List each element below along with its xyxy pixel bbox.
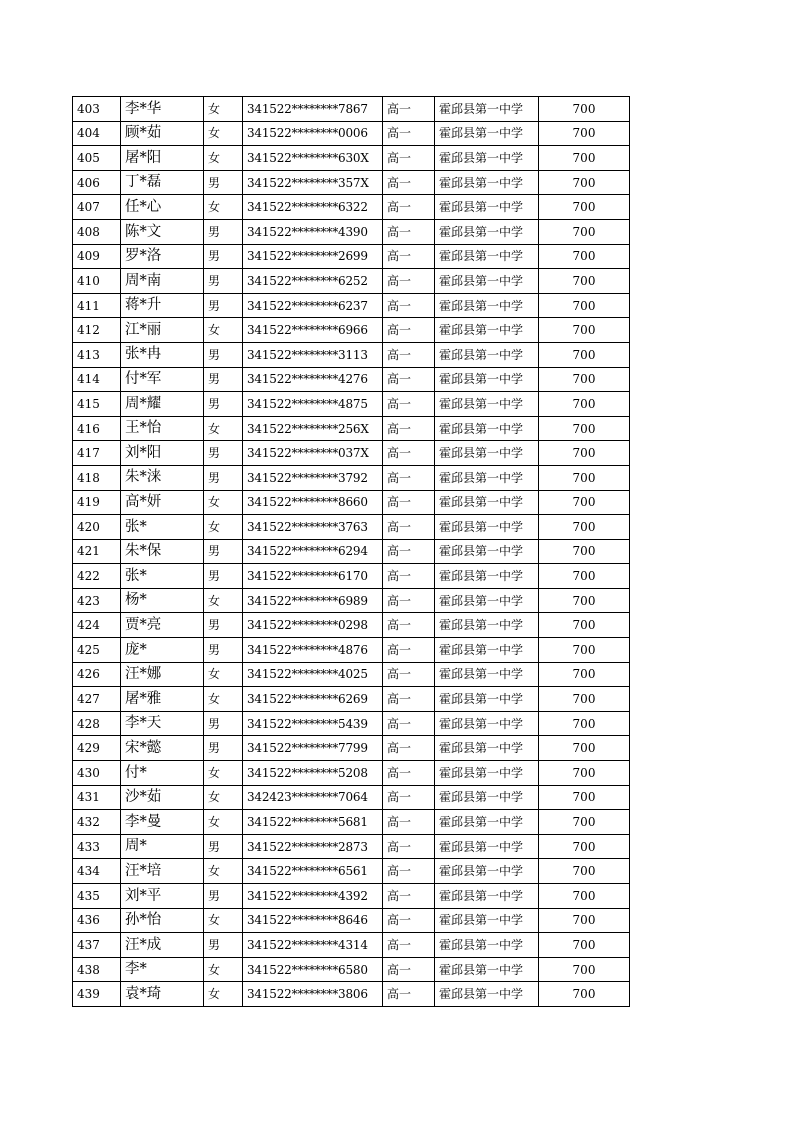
grade-cell: 高一 — [383, 908, 435, 933]
student-name-cell: 陈*文 — [121, 219, 204, 244]
student-name-cell: 张*冉 — [121, 342, 204, 367]
table-row — [73, 638, 630, 663]
table-row — [73, 761, 630, 786]
id-number-cell: 341522********256X — [243, 416, 383, 441]
row-number-cell: 407 — [73, 195, 121, 220]
table-row — [73, 441, 630, 466]
grade-cell: 高一 — [383, 859, 435, 884]
id-number-cell: 341522********4875 — [243, 392, 383, 417]
grade-cell: 高一 — [383, 490, 435, 515]
student-name-cell: 任*心 — [121, 195, 204, 220]
id-number-cell: 341522********0006 — [243, 121, 383, 146]
score-cell: 700 — [539, 638, 630, 663]
id-number-cell: 341522********6237 — [243, 293, 383, 318]
row-number-cell: 410 — [73, 269, 121, 294]
gender-cell: 男 — [204, 219, 243, 244]
gender-cell: 女 — [204, 195, 243, 220]
table-row — [73, 146, 630, 171]
row-number-cell: 404 — [73, 121, 121, 146]
gender-cell: 女 — [204, 121, 243, 146]
score-cell: 700 — [539, 367, 630, 392]
gender-cell: 男 — [204, 613, 243, 638]
school-name-cell: 霍邱县第一中学 — [435, 121, 539, 146]
score-cell: 700 — [539, 392, 630, 417]
school-name-cell: 霍邱县第一中学 — [435, 588, 539, 613]
id-number-cell: 341522********5681 — [243, 810, 383, 835]
grade-cell: 高一 — [383, 539, 435, 564]
grade-cell: 高一 — [383, 318, 435, 343]
id-number-cell: 341522********3792 — [243, 465, 383, 490]
grade-cell: 高一 — [383, 441, 435, 466]
score-cell: 700 — [539, 859, 630, 884]
grade-cell: 高一 — [383, 687, 435, 712]
grade-cell: 高一 — [383, 662, 435, 687]
school-name-cell: 霍邱县第一中学 — [435, 736, 539, 761]
id-number-cell: 341522********6561 — [243, 859, 383, 884]
grade-cell: 高一 — [383, 884, 435, 909]
gender-cell: 女 — [204, 416, 243, 441]
school-name-cell: 霍邱县第一中学 — [435, 564, 539, 589]
gender-cell: 男 — [204, 170, 243, 195]
id-number-cell: 341522********037X — [243, 441, 383, 466]
student-name-cell: 庞* — [121, 638, 204, 663]
school-name-cell: 霍邱县第一中学 — [435, 859, 539, 884]
student-name-cell: 汪*成 — [121, 933, 204, 958]
id-number-cell: 341522********4276 — [243, 367, 383, 392]
student-name-cell: 罗*洛 — [121, 244, 204, 269]
gender-cell: 男 — [204, 465, 243, 490]
school-name-cell: 霍邱县第一中学 — [435, 638, 539, 663]
score-cell: 700 — [539, 465, 630, 490]
row-number-cell: 429 — [73, 736, 121, 761]
school-name-cell: 霍邱县第一中学 — [435, 97, 539, 122]
grade-cell: 高一 — [383, 982, 435, 1007]
gender-cell: 女 — [204, 318, 243, 343]
grade-cell: 高一 — [383, 121, 435, 146]
gender-cell: 女 — [204, 982, 243, 1007]
id-number-cell: 341522********8646 — [243, 908, 383, 933]
score-cell: 700 — [539, 195, 630, 220]
grade-cell: 高一 — [383, 392, 435, 417]
score-cell: 700 — [539, 761, 630, 786]
gender-cell: 女 — [204, 785, 243, 810]
gender-cell: 男 — [204, 736, 243, 761]
student-name-cell: 屠*雅 — [121, 687, 204, 712]
score-cell: 700 — [539, 441, 630, 466]
grade-cell: 高一 — [383, 416, 435, 441]
score-cell: 700 — [539, 810, 630, 835]
school-name-cell: 霍邱县第一中学 — [435, 392, 539, 417]
student-name-cell: 袁*琦 — [121, 982, 204, 1007]
school-name-cell: 霍邱县第一中学 — [435, 318, 539, 343]
student-name-cell: 朱*保 — [121, 539, 204, 564]
score-cell: 700 — [539, 539, 630, 564]
score-cell: 700 — [539, 170, 630, 195]
student-name-cell: 顾*茹 — [121, 121, 204, 146]
school-name-cell: 霍邱县第一中学 — [435, 367, 539, 392]
student-name-cell: 江*丽 — [121, 318, 204, 343]
student-name-cell: 李*曼 — [121, 810, 204, 835]
id-number-cell: 341522********630X — [243, 146, 383, 171]
school-name-cell: 霍邱县第一中学 — [435, 711, 539, 736]
row-number-cell: 422 — [73, 564, 121, 589]
grade-cell: 高一 — [383, 367, 435, 392]
student-name-cell: 刘*平 — [121, 884, 204, 909]
gender-cell: 女 — [204, 490, 243, 515]
score-cell: 700 — [539, 933, 630, 958]
school-name-cell: 霍邱县第一中学 — [435, 342, 539, 367]
id-number-cell: 341522********6322 — [243, 195, 383, 220]
id-number-cell: 341522********6580 — [243, 957, 383, 982]
score-cell: 700 — [539, 564, 630, 589]
id-number-cell: 341522********3113 — [243, 342, 383, 367]
table-row — [73, 342, 630, 367]
table-row — [73, 219, 630, 244]
row-number-cell: 411 — [73, 293, 121, 318]
grade-cell: 高一 — [383, 195, 435, 220]
gender-cell: 女 — [204, 97, 243, 122]
row-number-cell: 434 — [73, 859, 121, 884]
school-name-cell: 霍邱县第一中学 — [435, 515, 539, 540]
table-row — [73, 957, 630, 982]
score-cell: 700 — [539, 269, 630, 294]
table-row — [73, 908, 630, 933]
score-cell: 700 — [539, 957, 630, 982]
table-row — [73, 244, 630, 269]
gender-cell: 男 — [204, 441, 243, 466]
school-name-cell: 霍邱县第一中学 — [435, 687, 539, 712]
gender-cell: 女 — [204, 761, 243, 786]
id-number-cell: 341522********6294 — [243, 539, 383, 564]
grade-cell: 高一 — [383, 588, 435, 613]
table-row — [73, 269, 630, 294]
table-row — [73, 810, 630, 835]
table-row — [73, 195, 630, 220]
score-cell: 700 — [539, 342, 630, 367]
student-name-cell: 屠*阳 — [121, 146, 204, 171]
grade-cell: 高一 — [383, 146, 435, 171]
grade-cell: 高一 — [383, 170, 435, 195]
gender-cell: 女 — [204, 908, 243, 933]
row-number-cell: 427 — [73, 687, 121, 712]
score-cell: 700 — [539, 97, 630, 122]
row-number-cell: 413 — [73, 342, 121, 367]
row-number-cell: 439 — [73, 982, 121, 1007]
row-number-cell: 412 — [73, 318, 121, 343]
table-row — [73, 785, 630, 810]
score-cell: 700 — [539, 785, 630, 810]
school-name-cell: 霍邱县第一中学 — [435, 933, 539, 958]
score-cell: 700 — [539, 219, 630, 244]
school-name-cell: 霍邱县第一中学 — [435, 785, 539, 810]
gender-cell: 女 — [204, 515, 243, 540]
score-cell: 700 — [539, 318, 630, 343]
score-cell: 700 — [539, 293, 630, 318]
row-number-cell: 414 — [73, 367, 121, 392]
grade-cell: 高一 — [383, 613, 435, 638]
table-row — [73, 711, 630, 736]
row-number-cell: 416 — [73, 416, 121, 441]
grade-cell: 高一 — [383, 834, 435, 859]
table-body — [73, 97, 630, 1007]
gender-cell: 男 — [204, 269, 243, 294]
id-number-cell: 341522********6170 — [243, 564, 383, 589]
table-row — [73, 367, 630, 392]
gender-cell: 男 — [204, 392, 243, 417]
school-name-cell: 霍邱县第一中学 — [435, 219, 539, 244]
gender-cell: 男 — [204, 244, 243, 269]
student-name-cell: 李*天 — [121, 711, 204, 736]
table-row — [73, 490, 630, 515]
gender-cell: 男 — [204, 293, 243, 318]
gender-cell: 男 — [204, 884, 243, 909]
id-number-cell: 341522********4390 — [243, 219, 383, 244]
student-name-cell: 张* — [121, 564, 204, 589]
table-row — [73, 539, 630, 564]
student-list-table — [72, 96, 630, 1007]
grade-cell: 高一 — [383, 293, 435, 318]
school-name-cell: 霍邱县第一中学 — [435, 957, 539, 982]
student-name-cell: 高*妍 — [121, 490, 204, 515]
student-name-cell: 周* — [121, 834, 204, 859]
row-number-cell: 419 — [73, 490, 121, 515]
score-cell: 700 — [539, 490, 630, 515]
row-number-cell: 428 — [73, 711, 121, 736]
table-row — [73, 465, 630, 490]
gender-cell: 男 — [204, 367, 243, 392]
student-name-cell: 蒋*升 — [121, 293, 204, 318]
id-number-cell: 341522********4392 — [243, 884, 383, 909]
school-name-cell: 霍邱县第一中学 — [435, 761, 539, 786]
score-cell: 700 — [539, 884, 630, 909]
id-number-cell: 341522********4025 — [243, 662, 383, 687]
gender-cell: 女 — [204, 662, 243, 687]
table-row — [73, 515, 630, 540]
student-name-cell: 汪*培 — [121, 859, 204, 884]
id-number-cell: 341522********6989 — [243, 588, 383, 613]
student-name-cell: 沙*茹 — [121, 785, 204, 810]
id-number-cell: 341522********6966 — [243, 318, 383, 343]
student-name-cell: 杨* — [121, 588, 204, 613]
table-row — [73, 588, 630, 613]
row-number-cell: 415 — [73, 392, 121, 417]
gender-cell: 男 — [204, 638, 243, 663]
grade-cell: 高一 — [383, 244, 435, 269]
row-number-cell: 417 — [73, 441, 121, 466]
id-number-cell: 341522********5439 — [243, 711, 383, 736]
score-cell: 700 — [539, 121, 630, 146]
row-number-cell: 435 — [73, 884, 121, 909]
school-name-cell: 霍邱县第一中学 — [435, 293, 539, 318]
student-name-cell: 张* — [121, 515, 204, 540]
gender-cell: 男 — [204, 342, 243, 367]
grade-cell: 高一 — [383, 515, 435, 540]
row-number-cell: 426 — [73, 662, 121, 687]
school-name-cell: 霍邱县第一中学 — [435, 465, 539, 490]
grade-cell: 高一 — [383, 933, 435, 958]
grade-cell: 高一 — [383, 342, 435, 367]
row-number-cell: 403 — [73, 97, 121, 122]
row-number-cell: 405 — [73, 146, 121, 171]
table-row — [73, 884, 630, 909]
score-cell: 700 — [539, 834, 630, 859]
school-name-cell: 霍邱县第一中学 — [435, 146, 539, 171]
row-number-cell: 418 — [73, 465, 121, 490]
id-number-cell: 341522********2873 — [243, 834, 383, 859]
gender-cell: 男 — [204, 564, 243, 589]
score-cell: 700 — [539, 588, 630, 613]
grade-cell: 高一 — [383, 761, 435, 786]
student-name-cell: 丁*磊 — [121, 170, 204, 195]
row-number-cell: 421 — [73, 539, 121, 564]
table-row — [73, 933, 630, 958]
school-name-cell: 霍邱县第一中学 — [435, 441, 539, 466]
score-cell: 700 — [539, 662, 630, 687]
table-row — [73, 293, 630, 318]
student-name-cell: 李*华 — [121, 97, 204, 122]
table-row — [73, 736, 630, 761]
id-number-cell: 341522********2699 — [243, 244, 383, 269]
row-number-cell: 408 — [73, 219, 121, 244]
school-name-cell: 霍邱县第一中学 — [435, 834, 539, 859]
gender-cell: 男 — [204, 933, 243, 958]
grade-cell: 高一 — [383, 711, 435, 736]
table-row — [73, 318, 630, 343]
row-number-cell: 420 — [73, 515, 121, 540]
table-row — [73, 982, 630, 1007]
grade-cell: 高一 — [383, 465, 435, 490]
student-name-cell: 付* — [121, 761, 204, 786]
student-name-cell: 刘*阳 — [121, 441, 204, 466]
row-number-cell: 432 — [73, 810, 121, 835]
gender-cell: 男 — [204, 834, 243, 859]
grade-cell: 高一 — [383, 736, 435, 761]
grade-cell: 高一 — [383, 564, 435, 589]
score-cell: 700 — [539, 416, 630, 441]
table-row — [73, 97, 630, 122]
student-name-cell: 宋*懿 — [121, 736, 204, 761]
id-number-cell: 341522********0298 — [243, 613, 383, 638]
student-name-cell: 付*军 — [121, 367, 204, 392]
id-number-cell: 342423********7064 — [243, 785, 383, 810]
row-number-cell: 425 — [73, 638, 121, 663]
score-cell: 700 — [539, 711, 630, 736]
score-cell: 700 — [539, 908, 630, 933]
id-number-cell: 341522********8660 — [243, 490, 383, 515]
grade-cell: 高一 — [383, 97, 435, 122]
row-number-cell: 423 — [73, 588, 121, 613]
grade-cell: 高一 — [383, 638, 435, 663]
school-name-cell: 霍邱县第一中学 — [435, 490, 539, 515]
gender-cell: 女 — [204, 687, 243, 712]
id-number-cell: 341522********6252 — [243, 269, 383, 294]
table-row — [73, 392, 630, 417]
id-number-cell: 341522********4876 — [243, 638, 383, 663]
id-number-cell: 341522********357X — [243, 170, 383, 195]
grade-cell: 高一 — [383, 785, 435, 810]
school-name-cell: 霍邱县第一中学 — [435, 884, 539, 909]
student-name-cell: 李* — [121, 957, 204, 982]
table-row — [73, 170, 630, 195]
score-cell: 700 — [539, 982, 630, 1007]
id-number-cell: 341522********7799 — [243, 736, 383, 761]
table-row — [73, 564, 630, 589]
student-name-cell: 孙*怡 — [121, 908, 204, 933]
grade-cell: 高一 — [383, 219, 435, 244]
score-cell: 700 — [539, 736, 630, 761]
table-row — [73, 662, 630, 687]
school-name-cell: 霍邱县第一中学 — [435, 982, 539, 1007]
gender-cell: 男 — [204, 711, 243, 736]
table-row — [73, 121, 630, 146]
id-number-cell: 341522********3763 — [243, 515, 383, 540]
school-name-cell: 霍邱县第一中学 — [435, 416, 539, 441]
score-cell: 700 — [539, 613, 630, 638]
student-name-cell: 王*怡 — [121, 416, 204, 441]
school-name-cell: 霍邱县第一中学 — [435, 269, 539, 294]
student-name-cell: 贾*亮 — [121, 613, 204, 638]
table-row — [73, 859, 630, 884]
id-number-cell: 341522********3806 — [243, 982, 383, 1007]
row-number-cell: 409 — [73, 244, 121, 269]
row-number-cell: 436 — [73, 908, 121, 933]
row-number-cell: 424 — [73, 613, 121, 638]
school-name-cell: 霍邱县第一中学 — [435, 662, 539, 687]
student-name-cell: 周*南 — [121, 269, 204, 294]
school-name-cell: 霍邱县第一中学 — [435, 244, 539, 269]
school-name-cell: 霍邱县第一中学 — [435, 539, 539, 564]
gender-cell: 女 — [204, 957, 243, 982]
student-name-cell: 汪*娜 — [121, 662, 204, 687]
student-name-cell: 朱*涞 — [121, 465, 204, 490]
gender-cell: 女 — [204, 588, 243, 613]
score-cell: 700 — [539, 146, 630, 171]
id-number-cell: 341522********6269 — [243, 687, 383, 712]
gender-cell: 女 — [204, 859, 243, 884]
score-cell: 700 — [539, 515, 630, 540]
table-row — [73, 834, 630, 859]
gender-cell: 男 — [204, 539, 243, 564]
id-number-cell: 341522********4314 — [243, 933, 383, 958]
row-number-cell: 430 — [73, 761, 121, 786]
grade-cell: 高一 — [383, 269, 435, 294]
row-number-cell: 438 — [73, 957, 121, 982]
row-number-cell: 431 — [73, 785, 121, 810]
gender-cell: 女 — [204, 810, 243, 835]
table-row — [73, 416, 630, 441]
score-cell: 700 — [539, 244, 630, 269]
table-row — [73, 687, 630, 712]
score-cell: 700 — [539, 687, 630, 712]
row-number-cell: 406 — [73, 170, 121, 195]
grade-cell: 高一 — [383, 957, 435, 982]
row-number-cell: 433 — [73, 834, 121, 859]
school-name-cell: 霍邱县第一中学 — [435, 170, 539, 195]
school-name-cell: 霍邱县第一中学 — [435, 195, 539, 220]
row-number-cell: 437 — [73, 933, 121, 958]
school-name-cell: 霍邱县第一中学 — [435, 810, 539, 835]
student-name-cell: 周*耀 — [121, 392, 204, 417]
school-name-cell: 霍邱县第一中学 — [435, 613, 539, 638]
table-row — [73, 613, 630, 638]
id-number-cell: 341522********5208 — [243, 761, 383, 786]
grade-cell: 高一 — [383, 810, 435, 835]
school-name-cell: 霍邱县第一中学 — [435, 908, 539, 933]
gender-cell: 女 — [204, 146, 243, 171]
id-number-cell: 341522********7867 — [243, 97, 383, 122]
